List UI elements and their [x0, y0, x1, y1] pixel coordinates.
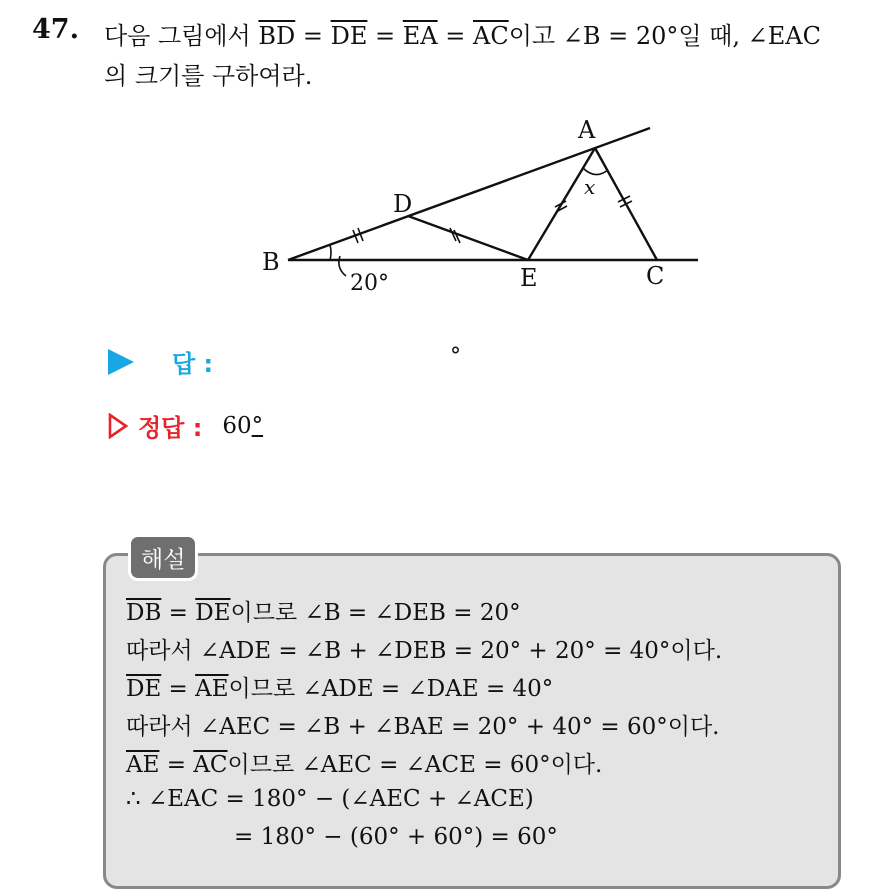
angle-a-arc: [583, 168, 608, 175]
geometry-figure: [250, 108, 710, 308]
segment-de: $\overline{DE}$: [330, 22, 368, 50]
angle-b-arc: [330, 245, 331, 260]
question-text-line2: 의 크기를 구하여라.: [104, 62, 313, 90]
label-d: D: [393, 190, 413, 218]
solution-line-3: $\overline{DE} = \overline{AE}$이므로 ∠ADE = ∠DAE = 40°: [126, 676, 554, 702]
segment-ac: $\overline{AC}$: [473, 22, 509, 50]
solution-line-7: = 180° − (60° + 60°) = 60°: [234, 824, 558, 850]
label-b: B: [262, 248, 280, 276]
correct-answer-row: [108, 408, 263, 443]
label-c: C: [646, 262, 665, 290]
question-text-line1: 다음 그림에서 $\overline{BD} = \overline{DE} = \overline{EA} = \overline{AC}$이고 ∠B = 20°일 때, ∠EAC: [104, 22, 821, 50]
solution-line-2: 따라서 ∠ADE = ∠B + ∠DEB = 20° + 20° = 40°이다.: [126, 638, 723, 664]
segment-bd: $\overline{BD}$: [258, 22, 296, 50]
solution-tag: 해설: [128, 534, 198, 581]
correct-answer-value: 60°: [222, 412, 264, 439]
label-a: A: [578, 116, 596, 144]
answer-row: [108, 344, 213, 379]
question-text-condition: 이고 ∠B = 20°일 때, ∠EAC: [508, 22, 821, 50]
answer-blank[interactable]: °: [450, 344, 461, 369]
label-e: E: [520, 264, 538, 292]
segment-ea: $\overline{EA}$: [402, 22, 438, 50]
label-x: x: [584, 175, 596, 199]
solution-line-5: $\overline{AE} = \overline{AC}$이므로 ∠AEC = ∠ACE = 60°이다.: [126, 752, 603, 778]
question-number: 47.: [32, 14, 79, 45]
solution-line-6: ∴ ∠EAC = 180° − (∠AEC + ∠ACE): [126, 786, 534, 812]
line-de: [408, 216, 528, 260]
hollow-arrow-icon: [108, 413, 128, 439]
question-text: 다음 그림에서: [104, 22, 251, 50]
solution-line-4: 따라서 ∠AEC = ∠B + ∠BAE = 20° + 40° = 60°이다.: [126, 714, 720, 740]
correct-answer-label: 정답 :: [138, 414, 203, 442]
answer-label: 답 :: [172, 350, 214, 378]
solution-line-1: $\overline{DB} = \overline{DE}$이므로 ∠B = ∠DEB = 20°: [126, 600, 521, 626]
play-arrow-icon: [108, 349, 134, 375]
label-angle-b: 20°: [350, 271, 389, 296]
